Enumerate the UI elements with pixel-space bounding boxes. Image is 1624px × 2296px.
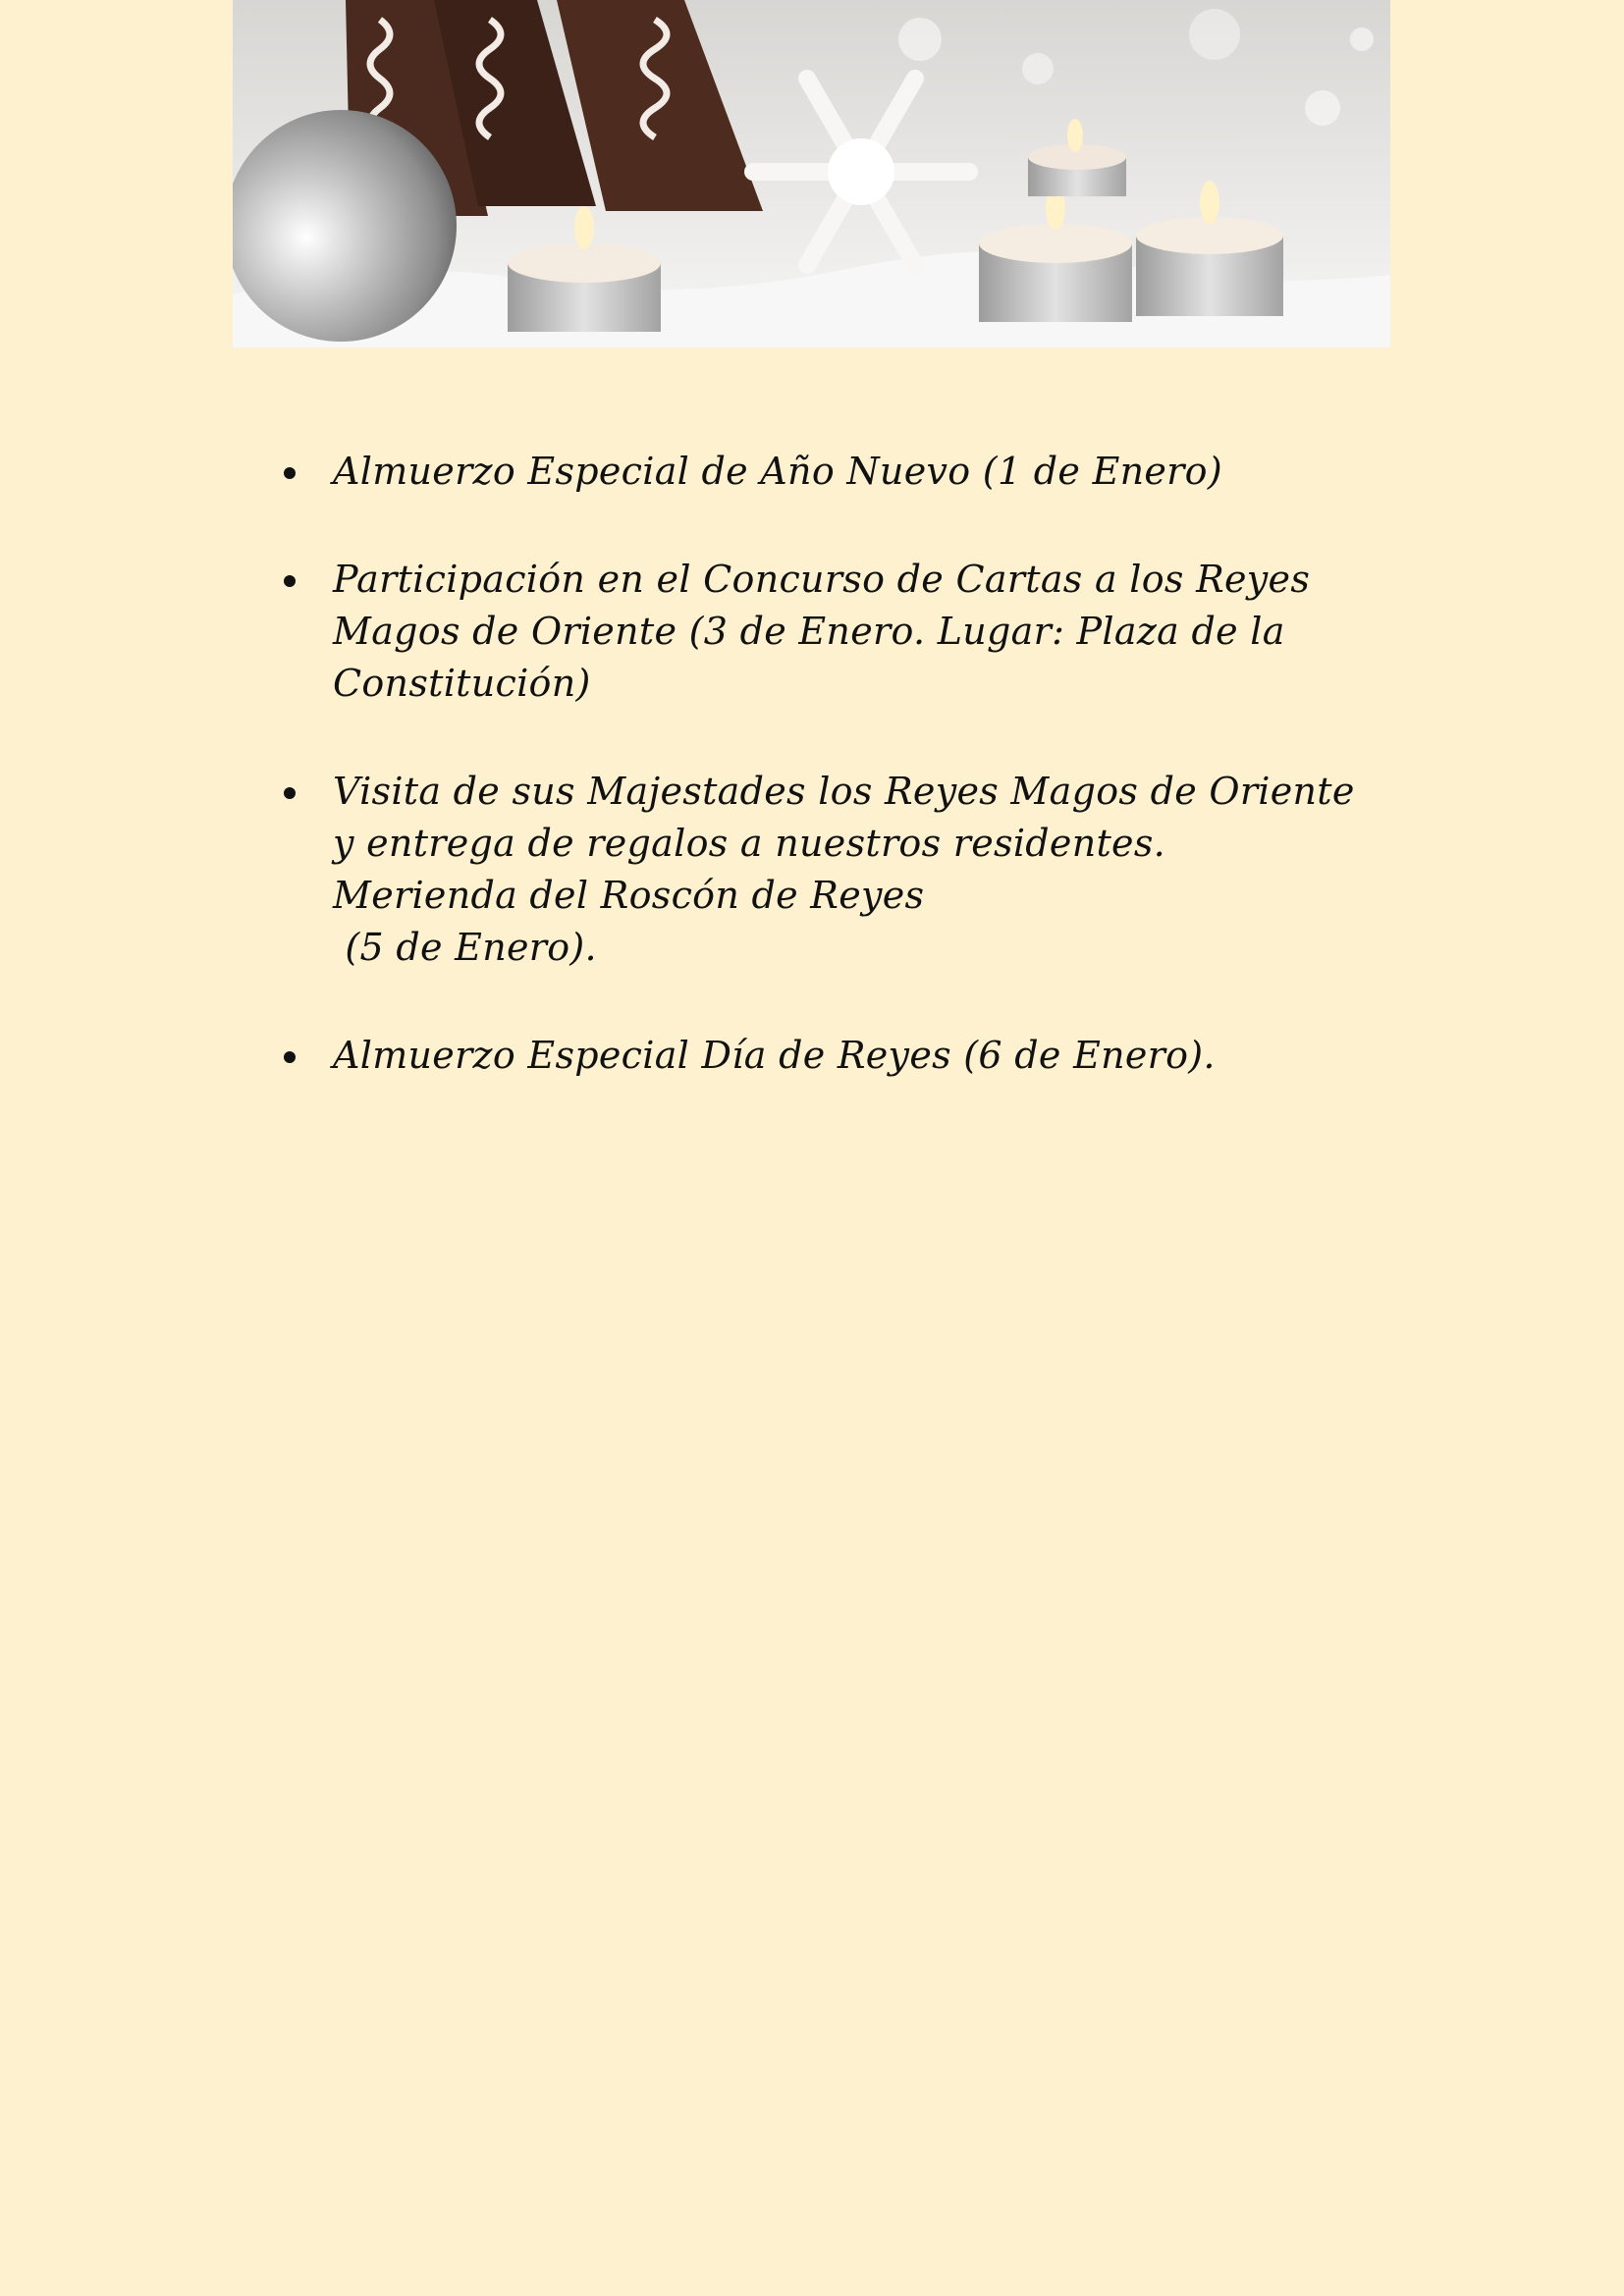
list-item: [278, 554, 1397, 710]
event-line: Visita de sus Majestades los Reyes Magos de Oriente: [333, 770, 1355, 813]
events-list: [278, 446, 1397, 1138]
event-line: (5 de Enero).: [333, 926, 597, 969]
event-line: Magos de Oriente (3 de Enero. Lugar: Plaza de la: [333, 610, 1285, 653]
bullet-icon: [284, 1051, 296, 1063]
event-line: Almuerzo Especial de Año Nuevo (1 de Enero): [333, 450, 1222, 493]
list-item: [278, 766, 1397, 974]
event-line: Constitución): [333, 662, 591, 705]
list-item: [278, 446, 1397, 498]
bullet-icon: [284, 787, 296, 799]
list-item: [278, 1030, 1397, 1082]
event-line: Merienda del Roscón de Reyes: [333, 874, 925, 917]
event-line: Participación en el Concurso de Cartas a los Reyes: [333, 558, 1311, 601]
bullet-icon: [284, 467, 296, 479]
header-image: [233, 0, 1390, 347]
christmas-candles-illustration: [233, 0, 1390, 347]
bullet-icon: [284, 575, 296, 587]
event-line: Almuerzo Especial Día de Reyes (6 de Enero).: [333, 1034, 1216, 1077]
event-line: y entrega de regalos a nuestros residentes.: [333, 822, 1166, 865]
